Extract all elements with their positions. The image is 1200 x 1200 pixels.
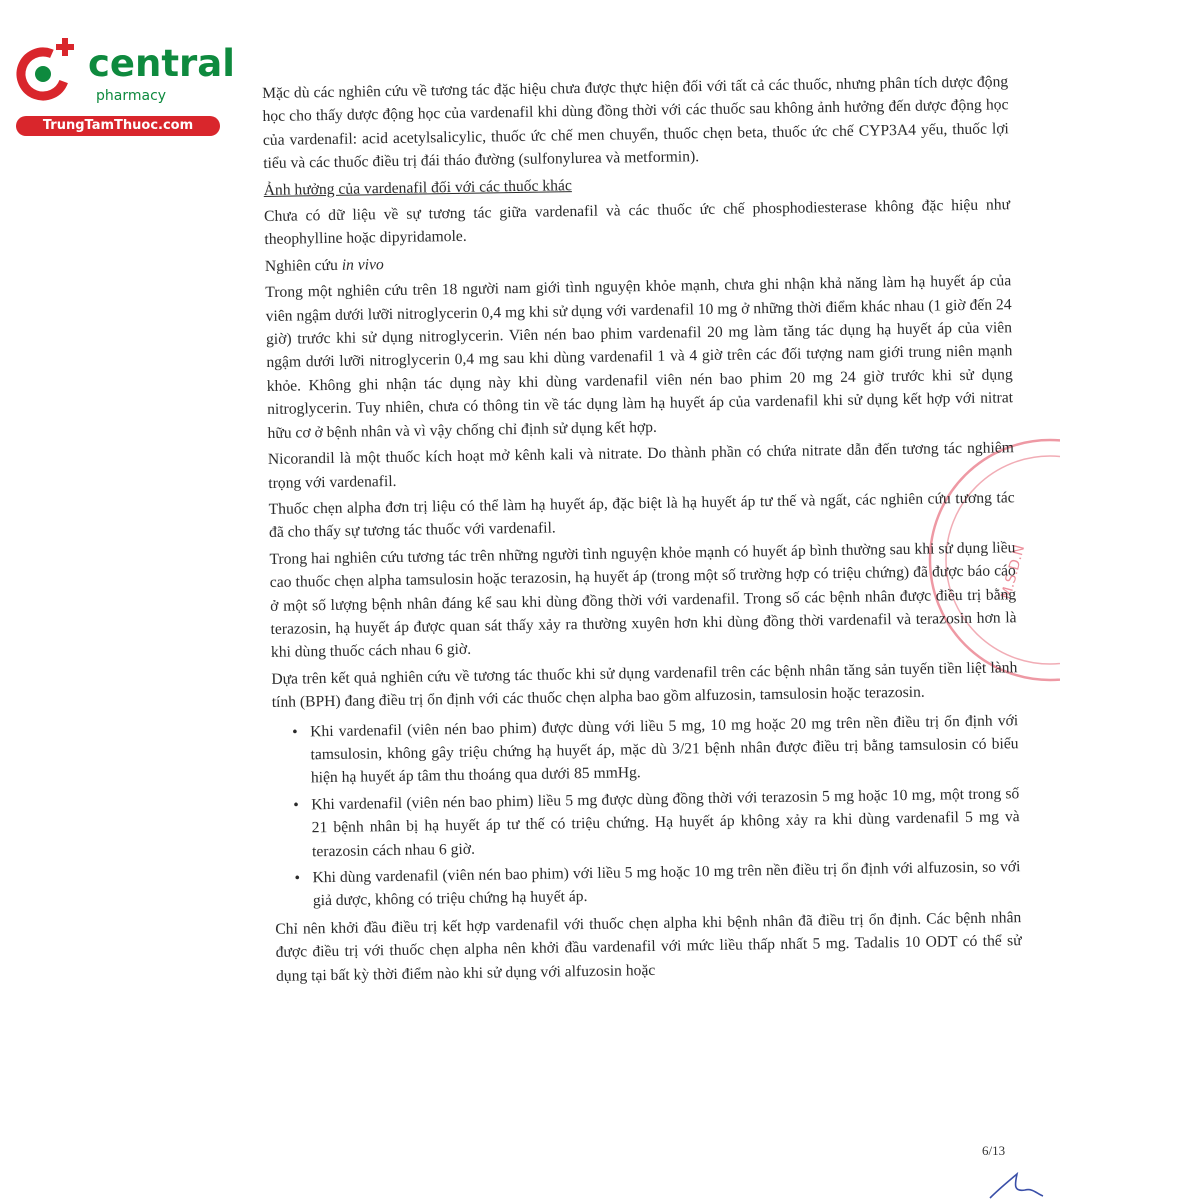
list-item: • Khi vardenafil (viên nén bao phim) được dùng với liều 5 mg, 10 mg hoặc 20 mg trên nền điều trị ổn định với tamsulosin, không gây triệu chứng hạ huyết áp, mặc dù 3/21 bệnh nhân được điều trị bằng tamsulosin có biểu hiện hạ huyết áp tâm thu thoáng qua dưới 85 mmHg. xyxy=(310,709,1019,790)
page-number: 6/13 xyxy=(982,1143,1006,1158)
logo-name: central xyxy=(88,42,235,85)
logo-mark-icon xyxy=(10,36,82,108)
heading-text: Nghiên cứu xyxy=(264,256,342,275)
logo-website: TrungTamThuoc.com xyxy=(16,116,220,136)
paragraph: Trong một nghiên cứu trên 18 người nam giới tình nguyện khỏe mạnh, chưa ghi nhận khả năng làm hạ huyết áp của viên ngậm dưới lưỡi nitroglycerin 0,4 mg khi sử dụng với vardenafil 10 mg ở những thời điểm khác nhau (1 giờ đến 24 giờ) trước khi sử dụng nitroglycerin. Viên nén bao phim vardenafil 20 mg làm tăng tác dụng hạ huyết áp của viên ngậm dưới lưỡi nitroglycerin 0,4 mg sau khi dùng vardenafil 1 và 4 giờ trên các đối tượng nam giới trung niên mạnh khỏe. Không ghi nhận tác dụng này khi dùng vardenafil viên nén bao phim 20 mg 24 giờ trước khi sử dụng nitroglycerin. Tuy nhiên, chưa có thông tin về tác dụng làm hạ huyết áp của vardenafil khi sử dụng kết hợp với nitrat hữu cơ ở bệnh nhân và vì vậy chống chỉ định sử dụng kết hợp. xyxy=(265,272,1014,442)
document-body xyxy=(262,70,1022,991)
section-heading: Ảnh hưởng của vardenafil đối với các thuốc khác xyxy=(263,176,572,199)
logo-subtitle: pharmacy xyxy=(96,88,167,104)
paragraph: Chưa có dữ liệu về sự tương tác giữa vardenafil và các thuốc ức chế phosphodiesterase không đặc hiệu như theophylline hoặc dipyridamole. xyxy=(263,196,1011,249)
signature-icon xyxy=(985,1170,1045,1200)
list-item: • Khi vardenafil (viên nén bao phim) liều 5 mg được dùng đồng thời với terazosin 5 mg hoặc 10 mg, một trong số 21 bệnh nhân bị hạ huyết áp tư thế có triệu chứng. Hạ huyết áp không xảy ra khi dùng vardenafil 5 mg và terazosin cách nhau 6 giờ. xyxy=(311,782,1020,863)
svg-text:M.S.D.N: M.S.D.N xyxy=(998,543,1029,602)
bullet-list xyxy=(272,709,1021,914)
pharmacy-logo xyxy=(10,36,235,136)
paragraph: Dựa trên kết quả nghiên cứu về tương tác thuốc khi sử dụng vardenafil trên các bệnh nhân tăng sản tuyến tiền liệt lành tính (BPH) đang điều trị ổn định với các thuốc chẹn alpha bao gồm alfuzosin, tamsulosin hoặc terazosin. xyxy=(271,658,1018,712)
paragraph: Mặc dù các nghiên cứu về tương tác đặc hiệu chưa được thực hiện đối với tất cả các thuốc, nhưng phân tích dược động học cho thấy dược động học của vardenafil khi dùng đồng thời với các thuốc sau không ảnh hưởng đến dược động học của vardenafil: acid acetylsalicylic, thuốc ức chế men chuyển, thuốc chẹn beta, thuốc ức chế CYP3A4 yếu, thuốc lợi tiểu và các thuốc điều trị đái tháo đường (sulfonylurea và metformin). xyxy=(262,73,1009,173)
paragraph: Thuốc chẹn alpha đơn trị liệu có thể làm hạ huyết áp, đặc biệt là hạ huyết áp tư thế và ngất, các nghiên cứu tương tác đã cho thấy sự tương tác thuốc với vardenafil. xyxy=(268,489,1015,542)
paragraph: Trong hai nghiên cứu tương tác trên những người tình nguyện khỏe mạnh có huyết áp bình thường sau khi sử dụng liều cao thuốc chẹn alpha tamsulosin hoặc terazosin, hạ huyết áp (trong một số trường hợp có triệu chứng) đã được báo cáo ở một số lượng bệnh nhân đáng kể sau khi dùng đồng thời với vardenafil. Trong số các bệnh nhân được điều trị bằng terazosin, hạ huyết áp được quan sát thấy xảy ra thường xuyên hơn khi dùng đồng thời vardenafil và terazosin hơn là khi dùng thuốc cách nhau 6 giờ. xyxy=(269,538,1017,662)
paragraph: Nicorandil là một thuốc kích hoạt mở kênh kali và nitrate. Do thành phần có chứa nitrate dẫn đến tương tác nghiêm trọng với vardenafil. xyxy=(267,439,1014,492)
heading-italic: in vivo xyxy=(341,255,384,274)
list-item: • Khi dùng vardenafil (viên nén bao phim) với liều 5 mg hoặc 10 mg trên nền điều trị ổn định với alfuzosin, so với giả dược, không có triệu chứng hạ huyết áp. xyxy=(312,855,1021,913)
paragraph: Chỉ nên khởi đầu điều trị kết hợp vardenafil với thuốc chẹn alpha khi bệnh nhân đã điều trị ổn định. Các bệnh nhân được điều trị với thuốc chẹn alpha nên khởi đầu vardenafil với mức liều thấp nhất 5 mg. Tadalis 10 ODT có thể sử dụng tại bất kỳ thời điểm nào khi sử dụng với alfuzosin hoặc xyxy=(275,908,1022,985)
